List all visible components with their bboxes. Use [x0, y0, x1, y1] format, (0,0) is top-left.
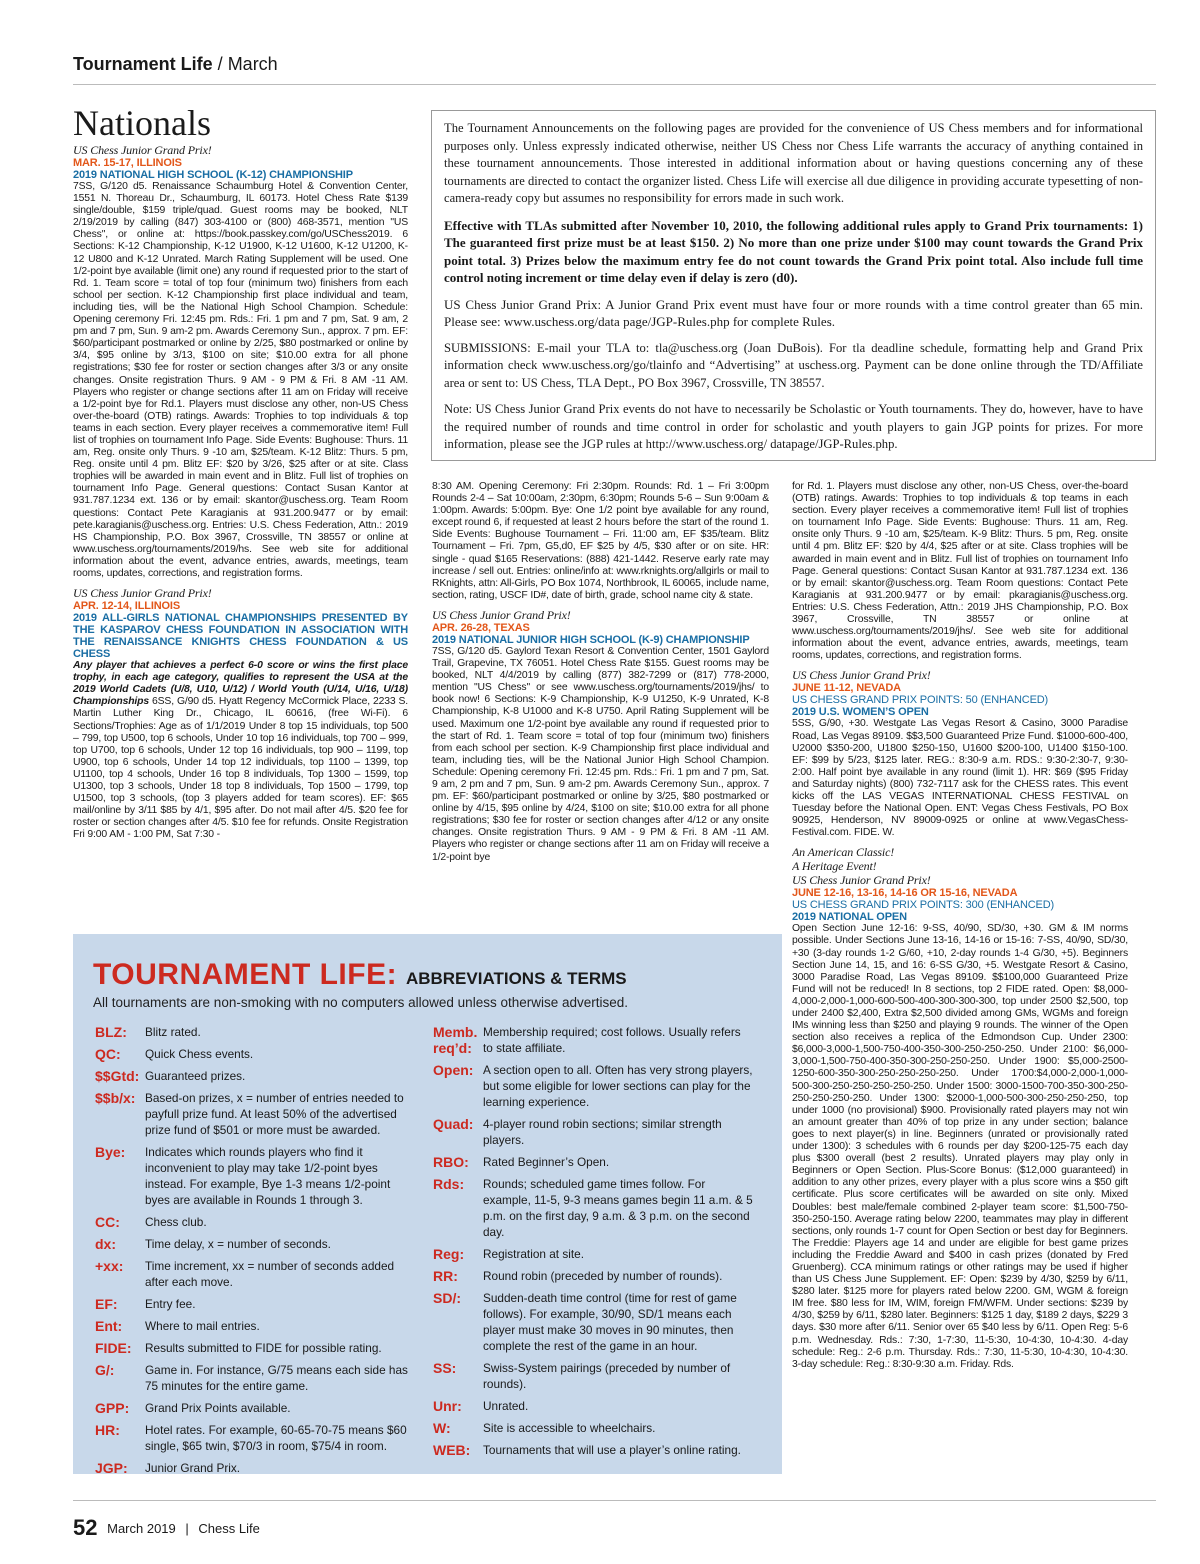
abbreviation-term: $$b/x: — [95, 1090, 136, 1106]
heritage-tag: A Heritage Event! — [792, 859, 877, 874]
jgp-tag: US Chess Junior Grand Prix! — [792, 668, 931, 683]
grand-prix-points: US CHESS GRAND PRIX POINTS: 300 (ENHANCED) — [792, 899, 1055, 912]
notice-disclaimer: The Tournament Announcements on the following pages are provided for the convenience of US Chess members and for informational purposes only. Unless expressly indicated otherwise, neither US Chess nor Chess Life warrants the accuracy of anything contained in these tournament announcements. Those interested in additional information about or having questions concerning any of these tournaments are directed to contact the organizer listed. Chess Life will exercise all due diligence in providing accurate typesetting of non-camera-ready copy but assumes no responsibility for errors made in such work. — [444, 121, 1143, 205]
event-lead: Any player that achieves a perfect 6-0 score or wins the first place trophy, in each age category, qualifies to represent the USA at the 2019 World Cadets (U/8, U10, U/12) / World Youth (U/14, U/16, U/18) Championships — [73, 660, 408, 708]
abbreviation-definition: Based-on prizes, x = number of entries needed to payfull prize fund. At least 50% of the advertised prize fund of $501 or more must be awarded. — [145, 1091, 404, 1137]
abbreviation-row — [95, 1296, 410, 1312]
event-title: 2019 U.S. WOMEN’S OPEN — [792, 706, 929, 719]
abbreviation-row — [433, 1246, 753, 1262]
abbreviation-row — [95, 1236, 410, 1252]
abbreviation-term: HR: — [95, 1422, 120, 1438]
abbreviation-definition: Junior Grand Prix. — [145, 1461, 241, 1475]
abbreviation-term: Memb. req’d: — [433, 1024, 478, 1056]
event-title: 2019 NATIONAL HIGH SCHOOL (K-12) CHAMPIONSHIP — [73, 169, 353, 181]
jgp-tag: US Chess Junior Grand Prix! — [432, 607, 571, 622]
abbreviation-definition: Hotel rates. For example, 60-65-70-75 means $60 single, $65 twin, $70/3 in room, $75/4 in room. — [145, 1423, 407, 1453]
section-title: Tournament Life — [73, 54, 213, 74]
event-body: for Rd. 1. Players must disclose any other, non-US Chess, over-the-board (OTB) ratings. Awards: Trophies to top individuals & top teams in each section. Every player receives a commemorative item! Full list of trophies on tournament Info Page. Side Events: Bughouse: Thurs. 11 am, Reg. onsite only Thurs. 9 -10 am, $25/team. K-9 Blitz: Thurs. 5 pm, Reg. onsite until 4 pm. Blitz EF: $20 by 4/4, $25 after or at site. Class trophies will be awarded in main event and in Blitz. Full list of trophies on tournament Info Page. General questions: Contact Susan Kantor at 931.787.1234 ext. 136 or by email: skantor@uschess.org. Team Room questions: Contact Pete Karagianis at 931.200.9477 or by email: pkaragianis@uschess.org. Entries: U.S. Chess Federation, Attn.: 2019 JHS Championship, P.O. Box 3967, Crossville, TN 38557 or online at www.uschess.org/tournaments/2019/jhs/. See web site for additional information about the event, advance entries, awards, meetings, team rooms, updates, corrections, and registration forms. — [792, 481, 1128, 662]
notice-submissions: SUBMISSIONS: E-mail your TLA to: tla@uschess.org (Joan DuBois). For tla deadline schedule, formatting help and Grand Prix information check www.uschess.org/go/tlainfo and “Advertising” at uschess.org. Payment can be done online through the TD/Affiliate area or sent to: US Chess, TLA Dept., PO Box 3967, Crossville, TN 38557. — [444, 340, 1143, 390]
abbreviation-term: Reg: — [433, 1246, 465, 1262]
abbreviation-row — [433, 1268, 753, 1284]
abbreviation-definition: Sudden-death time control (time for rest of game follows). For example, 30/90, SD/1 means each player must make 30 moves in 90 minutes, then complete the rest of the game in an hour. — [483, 1291, 737, 1353]
abbreviation-term: W: — [433, 1420, 451, 1436]
event-date: APR. 12-14, ILLINOIS — [73, 600, 181, 613]
abbreviation-row — [433, 1062, 753, 1110]
jgp-tag: US Chess Junior Grand Prix! — [792, 873, 931, 888]
abbreviation-row — [95, 1318, 410, 1334]
abbreviation-definition: Grand Prix Points available. — [145, 1401, 291, 1415]
abbreviations-right-list — [433, 1024, 753, 1464]
abbreviation-term: Quad: — [433, 1116, 474, 1132]
abbreviation-row — [433, 1154, 753, 1170]
notice-jgp: US Chess Junior Grand Prix: A Junior Grand Prix event must have four or more rounds with a time control greater than 65 min. Please see: www.uschess.org/data page/JGP-Rules.php for complete Rules. — [444, 296, 1143, 329]
abbreviation-term: BLZ: — [95, 1024, 127, 1040]
abbreviation-term: SS: — [433, 1360, 457, 1376]
abbreviations-subtitle: All tournaments are non-smoking with no computers allowed unless otherwise advertised. — [93, 995, 629, 1010]
abbreviation-term: Ent: — [95, 1318, 123, 1334]
event-body: Any player that achieves a perfect 6-0 score or wins the first place trophy, in each age category, qualifies to represent the USA at the 2019 World Cadets (U/8, U10, U/12) / World Youth (U/14, U/16, U/18) Championships 6SS, G/90 d5. Hyatt Regency McCormick Place, 2233 S. Martin Luther King Dr., Chicago, IL 60616, (free Wi-Fi). 6 Sections/Trophies: Age as of 1/1/2019 Under 8 top 15 individuals, top 500 – 799, top U500, top 6 schools, Under 10 top 16 individuals, top 700 – 999, top U700, top 6 schools, Under 12 top 16 individuals, top 900 – 1199, top U900, top 6 schools, Under 14 top 12 individuals, top 1100 – 1399, top U1100, top 4 schools, Under 16 top 8 individuals, Top 1300 – 1599, top U1300, top 3 schools, Under 18 top 8 individuals, Top 1500 – 1799, top U1500, top 3 schools, (top 3 players added for team scores). EF: $65 mail/online by 3/11 $85 by 4/1, $95 after. Do not mail after 4/5. $20 fee for roster or section changes after 4/5. $10 fee for refunds. Onsite Registration Fri 9:00 AM - 1:00 PM, Sat 7:30 - — [73, 660, 408, 841]
jgp-tag: US Chess Junior Grand Prix! — [73, 143, 212, 157]
abbreviation-term: Unr: — [433, 1398, 462, 1414]
abbreviation-definition: Rated Beginner’s Open. — [483, 1155, 610, 1169]
abbreviation-definition: Results submitted to FIDE for possible rating. — [145, 1341, 382, 1355]
nationals-heading: Nationals — [73, 103, 211, 143]
abbreviation-term: EF: — [95, 1296, 118, 1312]
jgp-tag: US Chess Junior Grand Prix! — [73, 586, 212, 601]
abbreviation-term: GPP: — [95, 1400, 130, 1416]
event-date: JUNE 12-16, 13-16, 14-16 OR 15-16, NEVADA — [792, 887, 1018, 900]
abbreviation-row — [95, 1460, 410, 1476]
announcement-notice — [431, 110, 1156, 461]
abbreviation-term: $$Gtd: — [95, 1068, 140, 1084]
event-date: APR. 26-28, TEXAS — [432, 621, 530, 634]
abbreviation-definition: Rounds; scheduled game times follow. For example, 11-5, 9-3 means games begin 11 a.m. & 5 p.m. on the first day, 9 a.m. & 3 p.m. on the second day. — [483, 1177, 753, 1239]
abbreviation-term: Open: — [433, 1062, 474, 1078]
abbreviation-definition: Quick Chess events. — [145, 1047, 254, 1061]
abbreviation-definition: Blitz rated. — [145, 1025, 201, 1039]
abbreviation-term: CC: — [95, 1214, 120, 1230]
abbreviation-row — [95, 1024, 410, 1040]
event-body: 8:30 AM. Opening Ceremony: Fri 2:30pm. Rounds: Rd. 1 – Fri 3:00pm Rounds 2-4 – Sat 10:00am, 2:30pm, 6:30pm; Rounds 5-6 – Sun 9:00am & 1:00pm. Awards: 5:00pm. Bye: One 1/2 point bye available for any round, except round 6, if requested at least 2 hours before the start of the round 1. Side Events: Bughouse Tournament – Fri. 11:00 am, EF $35/team. Blitz Tournament – Fri. 7pm, G5,d0, EF $25 by 4/5, $30 after or on site. HR: single - quad $165 Reservations: (888) 421-1442. Reserve early rate may increase / sell out. Entries: online/info at: www.rknights.org/allgirls or mail to RKnights, attn: All-Girls, PO Box 1074, Northbrook, IL 60065, include name, section, rating, USCF ID#, date of birth, grade, school name city & state. — [432, 481, 769, 601]
abbreviation-term: RBO: — [433, 1154, 469, 1170]
abbreviation-term: JGP: — [95, 1460, 128, 1476]
abbreviation-definition: A section open to all. Often has very strong players, but some eligible for lower sections can play for the learning experience. — [483, 1063, 753, 1109]
abbreviation-term: Bye: — [95, 1144, 126, 1160]
abbreviation-term: QC: — [95, 1046, 121, 1062]
abbreviation-row — [433, 1360, 753, 1392]
abbreviation-term: +xx: — [95, 1258, 124, 1274]
abbreviation-term: WEB: — [433, 1442, 471, 1458]
abbreviation-definition: Registration at site. — [483, 1247, 584, 1261]
abbreviation-definition: Swiss-System pairings (preceded by number of rounds). — [483, 1361, 731, 1391]
abbreviation-row — [433, 1176, 753, 1240]
abbreviation-definition: Guaranteed prizes. — [145, 1069, 246, 1083]
abbreviations-left-list — [95, 1024, 410, 1482]
abbreviation-definition: Indicates which rounds players who find it inconvenient to play may take 1/2-point byes instead. For example, Bye 1-3 means 1/2-point byes are available in Rounds 1 through 3. — [145, 1145, 391, 1207]
abbreviation-row — [95, 1340, 410, 1356]
event-date: MAR. 15-17, ILLINOIS — [73, 157, 182, 169]
abbreviation-row — [95, 1422, 410, 1454]
event-title: 2019 ALL-GIRLS NATIONAL CHAMPIONSHIPS PRESENTED BY THE KASPAROV CHESS FOUNDATION IN ASSOCIATION WITH THE RENAISSANCE KNIGHTS CHESS FOUNDATION & US CHESS — [73, 612, 408, 661]
abbreviation-definition: Unrated. — [483, 1399, 529, 1413]
abbreviation-row — [95, 1400, 410, 1416]
abbreviation-term: Rds: — [433, 1176, 465, 1192]
event-body: 7SS, G/120 d5. Gaylord Texan Resort & Convention Center, 1501 Gaylord Trail, Grapevine, TX 76051. Hotel Chess Rate $155. Guest rooms may be booked, NLT 4/4/2019 by calling (877) 382-7299 or (817) 778-2000, mention "US Chess" or see www.uschess.org/tournaments/2019/jhs/ to book now! 6 Sections: K-9 Championship, K-9 U1250, K-9 Unrated, K-8 Championship, K-8 U1000 and K-8 U750. April Rating Supplement will be used. Maximum one 1/2-point bye available any round if requested prior to the start of Rd. 1. Team score = total of top four (minimum two) finishers from each school per section. K-9 Championship first place individual and team, including ties, will be the National Junior High School Champion. Schedule: Opening ceremony Fri. 12:45 pm. Rds.: Fri. 1 pm and 7 pm, Sat. 9 am, 2 pm and 7 pm, Sun. 9 am-2 pm. Awards Ceremony Sun., approx. 7 pm. EF: $60/participant postmarked or online by 3/25, $80 postmarked or online by 4/15, $95 online by 4/24, $100 on site; $10.00 extra for all phone registrations; $30 fee for roster or section changes after 4/12 or any onsite changes. Onsite registration Thurs. 9 AM - 9 PM & Fri. 8 AM -11 AM. Players who register or change sections after 11 am on Friday will receive a 1/2-point bye — [432, 645, 769, 863]
abbreviation-term: RR: — [433, 1268, 458, 1284]
page-number: 52 — [73, 1515, 98, 1540]
abbreviation-definition: Game in. For instance, G/75 means each side has 75 minutes for the entire game. — [145, 1363, 408, 1393]
event-date: JUNE 11-12, NEVADA — [792, 682, 901, 695]
abbreviation-definition: Round robin (preceded by number of rounds). — [483, 1269, 723, 1283]
column-3 — [792, 481, 1128, 1485]
abbreviation-term: dx: — [95, 1236, 116, 1252]
abbreviation-row — [95, 1214, 410, 1230]
abbreviation-row — [95, 1362, 410, 1394]
abbreviation-row — [433, 1024, 753, 1056]
header-divider — [73, 84, 1156, 85]
column-2 — [432, 481, 769, 921]
column-1 — [73, 143, 408, 919]
page-header: Tournament Life / March — [73, 54, 278, 74]
heritage-tag: An American Classic! — [792, 845, 895, 860]
abbreviation-definition: Where to mail entries. — [145, 1319, 260, 1333]
abbreviation-row — [95, 1068, 410, 1084]
event-body: Open Section June 12-16: 9-SS, 40/90, SD/30, +30. GM & IM norms possible. Under Sections June 13-16, 14-16 or 15-16: 7-SS, 40/90, SD/30, +30 (3-day rounds 1-2 G/60, +10, 2-day rounds 1-4 G/30, +5). Beginners Section June 14, 15, and 16: 6-SS G/30, +5. Westgate Resort & Casino, 3000 Paradise Road, Las Vegas 89109. $$100,000 Guaranteed Prize Fund will not be reduced! In 8 sections, top 2 FIDE rated. Open: $8,000-4,000-2,000-1,000-600-500-400-300-300-300, top under 2500 $2,500, top under 2400 $2,400, Extra $2,500 divided among GMs, WGMs and foreign IMs winning less than $250 and playing 9 rounds. The winner of the Open section also receives a replica of the Edmondson Cup. Under 2300: $6,000-3,000-1,500-750-400-350-300-250-250-250. Under 2100: $6,000-3,000-1,500-750-400-350-300-250-250-250. Under 1900: $5,000-2500-1250-600-350-300-250-250-250-250. Under 1700:$4,000-2,000-1,000-500-300-250-250-250-250-250. Under 1500: 3000-1500-700-350-300-250-250-250-250-250. Under 1300: $2000-1,000-500-300-250-250-250, top under 1000 (no provisional) $900. Provisionally rated players may not win an amount greater than 40% of top prize in any under section; balance goes to next player(s) in line. Beginners (unrated or provisionally rated under 1300): 3 schedules with 6 rounds per day $200-125-75 each day plus $300 overall (best 2 results). Unrated players may play only in Beginners or Open Section. Plus-Score Bonus: ($12,000 guaranteed) in addition to any other prizes, every player with a plus score wins a $50 gift certificate. Plus score certificates will be awarded on site only. Mixed Doubles: best male/female combined 2-player team score: $1,500-750-350-250-150. Average rating below 2200, teammates may play in different sections, only rounds 1-7 count for Open Section or best day for Beginners. The Freddie: Players age 14 and under are eligible for best game prizes including the Freddie Award and $400 in cash prizes (donated by Fred Gruenberg). CCA minimum ratings or other ratings may be used if higher than US Chess June Supplement. EF: Open: $239 by 4/30, $259 by 6/11, $280 later. $125 more for players rated below 2200. GM, WGM & foreign IM free. $80 less for IM, WIM, foreign FM/WFM. Under sections: $239 by 4/30, $259 by 6/11, $280 later. Beginners: $125 1 day, $189 2 days, $229 3 days. $30 more after 6/11. Senior over 65 $40 less by 6/11. Open Reg: 5-6 p.m. Wednesday. Rds.: 7:30, 1-7:30, 11-5:30, 10-4:30, 10-4:30. 4-day schedule: Reg.: 2-6 p.m. Thursday. Rds.: 7:30, 11-5:30, 10-4:30, 10-4:30. 3-day schedule: Reg.: 8:30-9:30 a.m. Friday. Rds. — [792, 923, 1128, 1370]
abbreviations-title: TOURNAMENT LIFE: ABBREVIATIONS & TERMS — [93, 958, 627, 991]
event-body: 5SS, G/90, +30. Westgate Las Vegas Resort & Casino, 3000 Paradise Road, Las Vegas 89109. $$3,500 Guaranteed Prize Fund. $1000-600-400, U2000 $350-200, U1800 $250-150, U1600 $200-100, U1400 $150-100. EF: $99 by 5/23, $125 later. REG.: 8:30-9 a.m. RDS.: 9:30-2:30-7, 9:30-2:00. Half point bye available in any round (limit 1). HR: $69 ($95 Friday and Saturday nights) (800) 732-7117 ask for the CHESS rates. This event kicks off the LAS VEGAS INTERNATIONAL CHESS FESTIVAL on Tuesday before the National Open. ENT: Vegas Chess Festivals, PO Box 90925, Henderson, NV 89009-0925 or online at www.VegasChess-Festival.com. FIDE. W. — [792, 718, 1128, 839]
grand-prix-points: US CHESS GRAND PRIX POINTS: 50 (ENHANCED) — [792, 694, 1049, 707]
abbreviation-definition: Site is accessible to wheelchairs. — [483, 1421, 656, 1435]
page-footer: 52 March 2019 | Chess Life — [73, 1515, 260, 1540]
abbreviation-definition: 4-player round robin sections; similar strength players. — [483, 1117, 722, 1147]
abbreviation-definition: Time increment, xx = number of seconds added after each move. — [145, 1259, 395, 1289]
notice-grand-prix-rules: Effective with TLAs submitted after November 10, 2010, the following additional rules apply to Grand Prix tournaments: 1) The guaranteed first prize must be at least $150. 2) No more than one prize under $100 may count towards the Grand Prix point total. 3) Prizes below the maximum entry fee do not count towards the Grand Prix point total. Also include full time control noting increment or time delay even if delay is zero (d0). — [444, 217, 1143, 285]
abbreviation-row — [433, 1116, 753, 1148]
event-title: 2019 NATIONAL OPEN — [792, 911, 907, 924]
abbreviation-row — [433, 1290, 753, 1354]
abbreviation-definition: Chess club. — [145, 1215, 207, 1229]
notice-note: Note: US Chess Junior Grand Prix events do not have to necessarily be Scholastic or Youth tournaments. They do, however, have to have the required number of rounds and time control in order for scholastic and youth players to gain JGP points for prizes. For more information, please see the JGP rules at http://www.uschess.org/ datapage/JGP-Rules.php. — [444, 402, 1143, 451]
abbreviation-row — [95, 1046, 410, 1062]
abbreviation-definition: Tournaments that will use a player’s online rating. — [483, 1443, 741, 1457]
abbreviation-term: FIDE: — [95, 1340, 132, 1356]
abbreviation-row — [433, 1420, 753, 1436]
abbreviation-row — [95, 1090, 410, 1138]
magazine-name: Chess Life — [198, 1521, 260, 1536]
abbreviation-row — [95, 1144, 410, 1208]
abbreviation-row — [433, 1398, 753, 1414]
abbreviation-definition: Time delay, x = number of seconds. — [145, 1237, 331, 1251]
section-month: March — [227, 54, 278, 74]
abbreviation-definition: Membership required; cost follows. Usually refers to state affiliate. — [483, 1025, 741, 1055]
abbreviation-row — [433, 1442, 753, 1458]
abbreviation-definition: Entry fee. — [145, 1297, 196, 1311]
abbreviation-term: SD/: — [433, 1290, 461, 1306]
event-title: 2019 NATIONAL JUNIOR HIGH SCHOOL (K-9) CHAMPIONSHIP — [432, 633, 750, 646]
abbreviation-row — [95, 1258, 410, 1290]
footer-divider — [73, 1500, 1156, 1501]
abbreviation-term: G/: — [95, 1362, 115, 1378]
issue-date: March 2019 — [107, 1521, 176, 1536]
event-body: 7SS, G/120 d5. Renaissance Schaumburg Hotel & Convention Center, 1551 N. Thoreau Dr., Schaumburg, IL 60173. Hotel Chess Rate $139 single/double, $159 triple/quad. Guest rooms may be booked, NLT 2/19/2019 by calling (847) 303-4100 or (800) 468-3571, mention "US Chess", or online at: https://book.passkey.com/go/USChess2019. 6 Sections: K-12 Championship, K-12 U1900, K-12 U1600, K-12 U1200, K-12 U800 and K-12 Unrated. March Rating Supplement will be used. One 1/2-point bye available (limit one) any round if requested prior to the start of Rd. 1. Team score = total of top four (minimum two) finishers from each school per section. K-12 Championship first place individual and team, including ties, will be the National High School Champion. Schedule: Opening ceremony Fri. 12:45 pm. Rds.: Fri. 1 pm and 7 pm, Sat. 9 am, 2 pm and 7 pm, Sun. 9 am-2 pm. Awards Ceremony Sun., approx. 7 pm. EF: $60/participant postmarked or online by 2/25, $80 postmarked or online by 3/4, $95 online by 3/13, $100 on site; $10.00 extra for all phone registrations; $30 fee for roster or section changes after 3/3 or any onsite changes. Onsite registration Thurs. 9 AM - 9 PM & Fri. 8 AM -11 AM. Players who register or change sections after 11 am on Friday will receive a 1/2-point bye for Rd.1. Players must disclose any other, non-US Chess over-the-board (OTB) ratings. Awards: Trophies to top individuals & top teams in each section. Every player receives a commemorative item! Full list of trophies on tournament Info Page. Side Events: Bughouse: Thurs. 11 am, Reg. onsite only Thurs. 9 -10 am, $25/team. K-12 Blitz: Thurs. 5 pm, Reg. onsite until 4 pm. Blitz EF: $20 by 3/26, $25 after or at site. Class trophies will be awarded in main event and in Blitz. Full list of trophies on tournament Info Page. General questions: Contact Susan Kantor at 931.787.1234 ext. 136 or by email: skantor@uschess.org. Team Room questions: Contact Pete Karagianis at 931.200.9477 or by email: pete.karagianis@uschess.org. Entries: U.S. Chess Federation, Attn.: 2019 HS Championship, P.O. Box 3967, Crossville, TN 38557 or online at www.uschess.org/tournaments/2019/hs. See web site for additional information about the event, advance entries, awards, meetings, team rooms, updates, corrections, and registration forms. — [73, 181, 408, 579]
